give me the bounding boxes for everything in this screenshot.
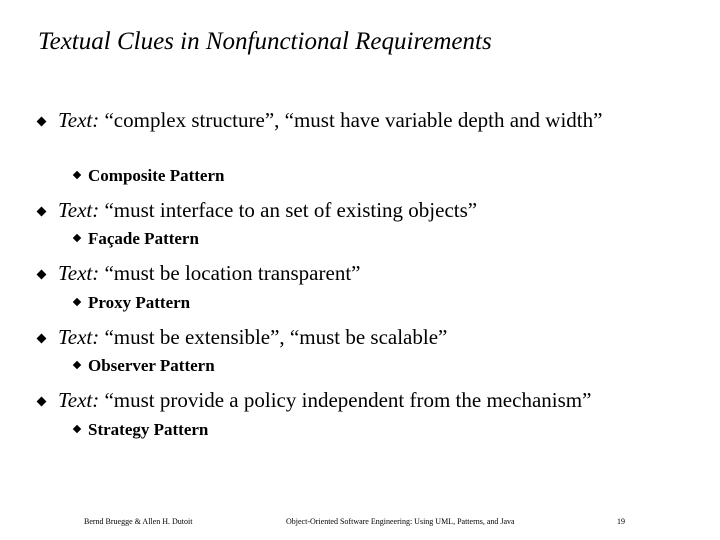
bullet-diamond-icon	[37, 334, 47, 344]
sub-bullet-diamond-icon	[73, 361, 81, 369]
pattern-name: Façade Pattern	[88, 229, 199, 248]
pattern-name: Observer Pattern	[88, 356, 215, 375]
text-lead: Text:	[58, 198, 100, 222]
pattern-label	[74, 356, 215, 376]
sub-bullet-diamond-icon	[73, 425, 81, 433]
text-quote: “must interface to an set of existing objects”	[99, 198, 478, 222]
sub-bullet-diamond-icon	[73, 298, 81, 306]
requirement-text	[58, 107, 658, 133]
text-lead: Text:	[58, 108, 100, 132]
requirement-text	[58, 260, 658, 286]
text-quote: “must be location transparent”	[99, 261, 361, 285]
bullet-diamond-icon	[37, 397, 47, 407]
pattern-label	[74, 293, 190, 313]
requirement-text	[58, 387, 708, 413]
requirement-text	[58, 324, 658, 350]
pattern-name: Proxy Pattern	[88, 293, 191, 312]
text-quote: “complex structure”, “must have variable depth and width”	[99, 108, 603, 132]
pattern-name: Composite Pattern	[88, 166, 225, 185]
text-lead: Text:	[58, 388, 100, 412]
footer-authors: Bernd Bruegge & Allen H. Dutoit	[84, 517, 193, 526]
footer-page-number: 19	[617, 517, 625, 526]
text-quote: “must provide a policy independent from the mechanism”	[99, 388, 592, 412]
text-quote: “must be extensible”, “must be scalable”	[99, 325, 448, 349]
pattern-label	[74, 229, 199, 249]
pattern-label	[74, 166, 224, 186]
bullet-diamond-icon	[37, 117, 47, 127]
footer-book: Object-Oriented Software Engineering: Using UML, Patterns, and Java	[286, 517, 515, 526]
text-lead: Text:	[58, 261, 100, 285]
slide-title: Textual Clues in Nonfunctional Requirements	[38, 28, 492, 55]
bullet-diamond-icon	[37, 270, 47, 280]
pattern-name: Strategy Pattern	[88, 420, 209, 439]
pattern-label	[74, 420, 208, 440]
text-lead: Text:	[58, 325, 100, 349]
bullet-diamond-icon	[37, 207, 47, 217]
sub-bullet-diamond-icon	[73, 234, 81, 242]
requirement-text	[58, 197, 658, 223]
sub-bullet-diamond-icon	[73, 171, 81, 179]
